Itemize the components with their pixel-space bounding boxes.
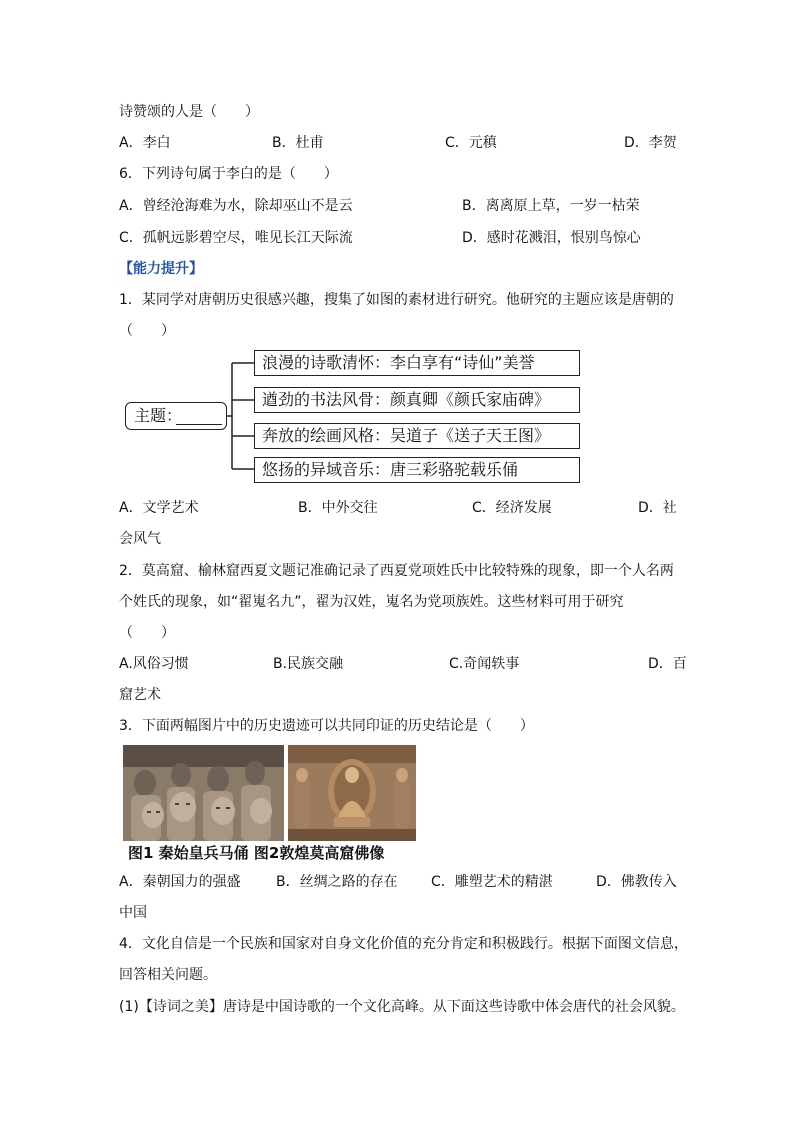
q1-stem-line2: （ ） — [119, 323, 175, 339]
q3-stem: 3．下面两幅图片中的历史遗迹可以共同印证的历史结论是（ ） — [119, 718, 534, 734]
terracotta-warriors-image — [123, 745, 284, 841]
q2-stem-line3: （ ） — [119, 625, 175, 641]
q5-option-a: A．李白 — [119, 135, 171, 151]
diagram-item-painting: 奔放的绘画风格：吴道子《送子天王图》 — [254, 423, 580, 449]
q1-option-d: D．社 — [638, 500, 677, 516]
diagram-item-music: 悠扬的异域音乐：唐三彩骆驼载乐俑 — [254, 457, 580, 483]
q5-stem-tail: 诗赞颂的人是（ ） — [119, 104, 259, 120]
q2-option-d-wrap: 窟艺术 — [119, 687, 161, 703]
q2-option-c: C.奇闻轶事 — [449, 656, 520, 672]
q1-option-b: B．中外交往 — [298, 500, 378, 516]
q6-option-d: D．感时花溅泪，恨别鸟惊心 — [462, 230, 641, 246]
q2-option-a: A.风俗习惯 — [119, 656, 189, 672]
diagram-item-poetry: 浪漫的诗歌清怀：李白享有“诗仙”美誉 — [254, 350, 580, 376]
q5-option-b: B．杜甫 — [272, 135, 324, 151]
q1-option-c: C．经济发展 — [472, 500, 552, 516]
theme-blank — [176, 424, 222, 425]
mogao-buddha-image — [288, 745, 416, 841]
q1-option-d-wrap: 会风气 — [119, 531, 161, 547]
q6-option-b: B．离离原上草，一岁一枯荣 — [462, 198, 640, 214]
q1-option-a: A．文学艺术 — [119, 500, 199, 516]
mogao-buddha-photo — [288, 745, 416, 841]
q5-option-d: D．李贺 — [624, 135, 677, 151]
q3-option-d: D．佛教传入 — [596, 874, 677, 890]
diagram-item-calligraphy: 遒劲的书法风骨：颜真卿《颜氏家庙碑》 — [254, 387, 580, 413]
q2-stem-line2: 个姓氏的现象，如“翟嵬名九”，翟为汉姓，嵬名为党项族姓。这些材料可用于研究 — [119, 594, 624, 610]
section-title: 【能力提升】 — [119, 261, 203, 277]
terracotta-warriors-photo — [123, 745, 284, 841]
q2-option-d: D．百 — [648, 656, 687, 672]
q5-option-c: C．元稹 — [445, 135, 497, 151]
theme-label: 主题： — [134, 406, 183, 425]
q4-stem-line1: 4．文化自信是一个民族和国家对自身文化价值的充分肯定和积极践行。根据下面图文信息， — [119, 936, 688, 952]
q1-stem-line1: 1．某同学对唐朝历史很感兴趣，搜集了如图的素材进行研究。他研究的主题应该是唐朝的 — [119, 292, 674, 308]
q3-option-b: B．丝绸之路的存在 — [276, 874, 398, 890]
q3-option-c: C．雕塑艺术的精湛 — [431, 874, 553, 890]
q2-option-b: B.民族交融 — [273, 656, 344, 672]
q4-sub-question-1: (1)【诗词之美】唐诗是中国诗歌的一个文化高峰。从下面这些诗歌中体会唐代的社会风貌。 — [119, 999, 685, 1015]
q6-stem: 6．下列诗句属于李白的是（ ） — [119, 166, 338, 182]
q2-stem-line1: 2．莫高窟、榆林窟西夏文题记准确记录了西夏党项姓氏中比较特殊的现象，即一个人名两 — [119, 563, 674, 579]
q3-option-d-wrap: 中国 — [119, 905, 147, 921]
q3-option-a: A．秦朝国力的强盛 — [119, 874, 241, 890]
q6-option-a: A．曾经沧海难为水，除却巫山不是云 — [119, 198, 353, 214]
q6-option-c: C．孤帆远影碧空尽，唯见长江天际流 — [119, 230, 353, 246]
q4-stem-line2: 回答相关问题。 — [119, 967, 217, 983]
figure-caption: 图1 秦始皇兵马俑 图2敦煌莫高窟佛像 — [128, 844, 385, 862]
theme-box — [125, 402, 227, 430]
